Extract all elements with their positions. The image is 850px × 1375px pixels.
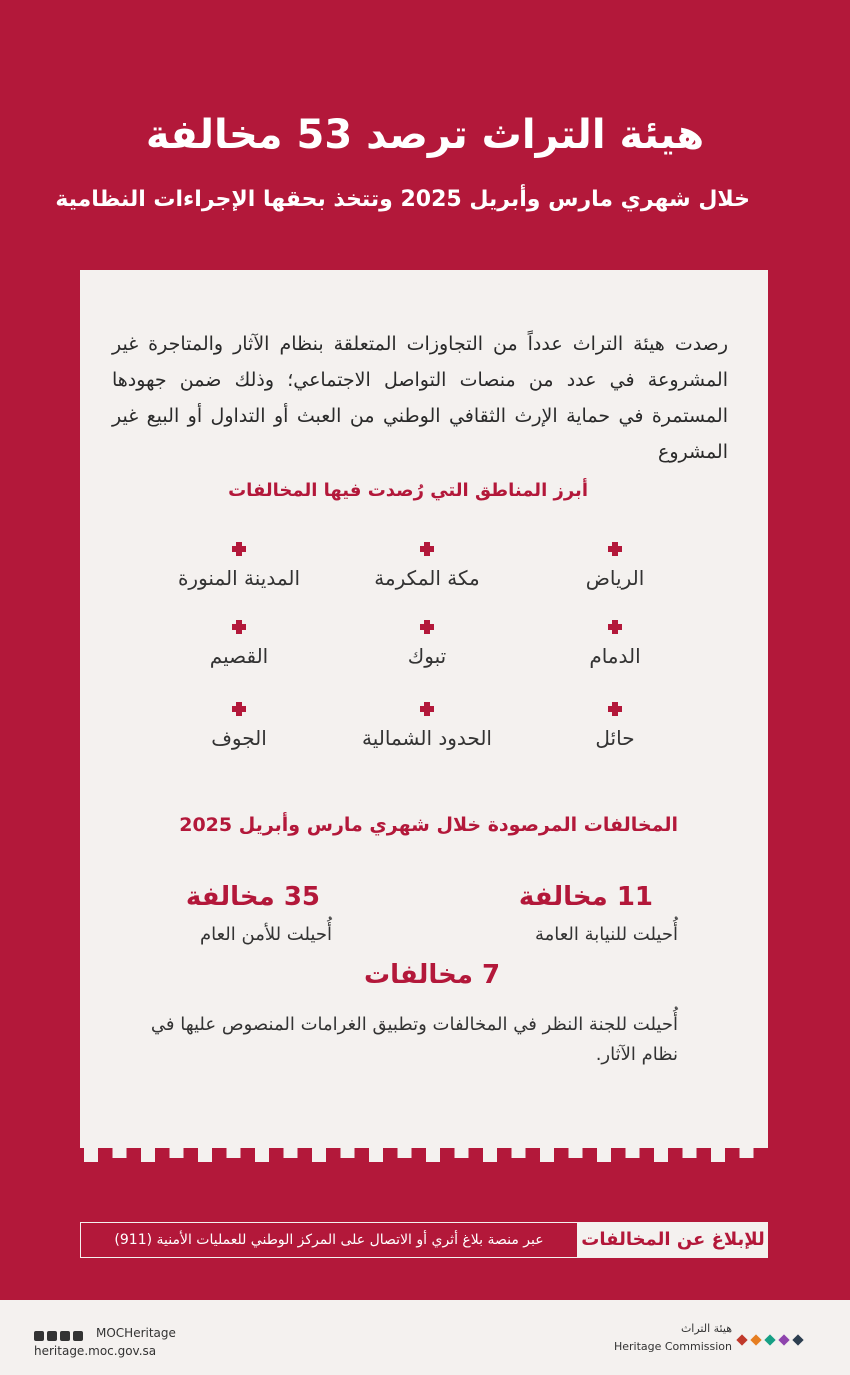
snapchat-icon[interactable] [73, 1331, 83, 1341]
heritage-logo-icon [736, 1326, 816, 1352]
bullet-icon [232, 620, 246, 634]
report-box [80, 1222, 768, 1258]
region-item [154, 542, 324, 590]
report-label: للإبلاغ عن المخالفات [578, 1222, 768, 1258]
bullet-icon [232, 542, 246, 556]
border-tooth [626, 1148, 640, 1158]
border-tooth [540, 1148, 554, 1162]
border-tooth [740, 1148, 754, 1158]
stat-number: 7 مخالفات [364, 960, 501, 990]
border-band [80, 1140, 768, 1148]
border-tooth [398, 1148, 412, 1158]
region-label: الحدود الشمالية [362, 726, 492, 750]
border-tooth [569, 1148, 583, 1158]
page-subtitle: خلال شهري مارس وأبريل 2025 وتتخذ بحقها الإجراءات النظامية [55, 187, 750, 212]
border-tooth [227, 1148, 241, 1158]
border-tooth [141, 1148, 155, 1162]
border-tooth [198, 1148, 212, 1162]
social-icons [34, 1326, 90, 1340]
region-label: مكة المكرمة [374, 566, 480, 590]
intro-paragraph: رصدت هيئة التراث عدداً من التجاوزات المتعلقة بنظام الآثار والمتاجرة غير المشروعة في عدد من منصات التواصل الاجتماعي؛ وذلك ضمن جهودها المستمرة في حماية الإرث الثقافي الوطني من العبث أو التداول أو البيع غير المشروع [112, 333, 728, 463]
regions-heading: أبرز المناطق التي رُصدت فيها المخالفات [228, 480, 588, 501]
border-tooth [113, 1148, 127, 1158]
border-tooth [341, 1148, 355, 1158]
border-tooth [369, 1148, 383, 1162]
stat-number: 11 مخالفة [518, 882, 653, 912]
region-label: الدمام [589, 644, 641, 668]
region-label: القصيم [209, 644, 269, 668]
footer-url[interactable]: heritage.moc.gov.sa [34, 1344, 157, 1358]
region-item [342, 702, 512, 750]
region-item [342, 542, 512, 590]
region-item [342, 620, 512, 668]
violations-heading: المخالفات المرصودة خلال شهري مارس وأبريل 2025 [179, 814, 678, 836]
border-tooth [284, 1148, 298, 1158]
border-tooth [255, 1148, 269, 1162]
border-tooth [170, 1148, 184, 1158]
bullet-icon [232, 702, 246, 716]
border-tooth [711, 1148, 725, 1162]
border-tooth [312, 1148, 326, 1162]
report-text: عبر منصة بلاغ أثري أو الاتصال على المركز الوطني للعمليات الأمنية (911) [80, 1222, 578, 1258]
bullet-icon [608, 702, 622, 716]
region-item [530, 542, 700, 590]
logo-arabic-text: هيئة التراث [680, 1322, 732, 1335]
border-tooth [683, 1148, 697, 1158]
region-item [530, 702, 700, 750]
border-tooth [483, 1148, 497, 1162]
border-tooth [455, 1148, 469, 1158]
region-label: الرياض [585, 566, 645, 590]
stat-description: أُحيلت للأمن العام [199, 924, 332, 945]
stat-description: أُحيلت للجنة النظر في المخالفات وتطبيق الغرامات المنصوص عليها في نظام الآثار. [150, 1014, 678, 1065]
region-label: الجوف [211, 726, 267, 750]
region-item [154, 620, 324, 668]
border-tooth [426, 1148, 440, 1162]
region-item [530, 620, 700, 668]
footer-handle: MOCHeritage [96, 1326, 176, 1340]
card-border-decoration [80, 1140, 768, 1170]
stat-number: 35 مخالفة [185, 882, 320, 912]
region-item [154, 702, 324, 750]
logo-english-text: Heritage Commission [613, 1340, 732, 1353]
region-label: تبوك [407, 644, 447, 668]
region-label: حائل [595, 726, 635, 750]
stat-description: أُحيلت للنيابة العامة [534, 924, 678, 945]
page-title: هيئة التراث ترصد 53 مخالفة [145, 112, 705, 158]
border-tooth [84, 1148, 98, 1162]
border-tooth [597, 1148, 611, 1162]
region-label: المدينة المنورة [177, 566, 301, 590]
x-icon[interactable] [34, 1331, 44, 1341]
border-tooth [654, 1148, 668, 1162]
bullet-icon [608, 542, 622, 556]
tiktok-icon[interactable] [47, 1331, 57, 1341]
bullet-icon [420, 702, 434, 716]
bullet-icon [420, 620, 434, 634]
youtube-icon[interactable] [60, 1331, 70, 1341]
bullet-icon [608, 620, 622, 634]
bullet-icon [420, 542, 434, 556]
border-tooth [512, 1148, 526, 1158]
content-card [80, 270, 768, 1140]
